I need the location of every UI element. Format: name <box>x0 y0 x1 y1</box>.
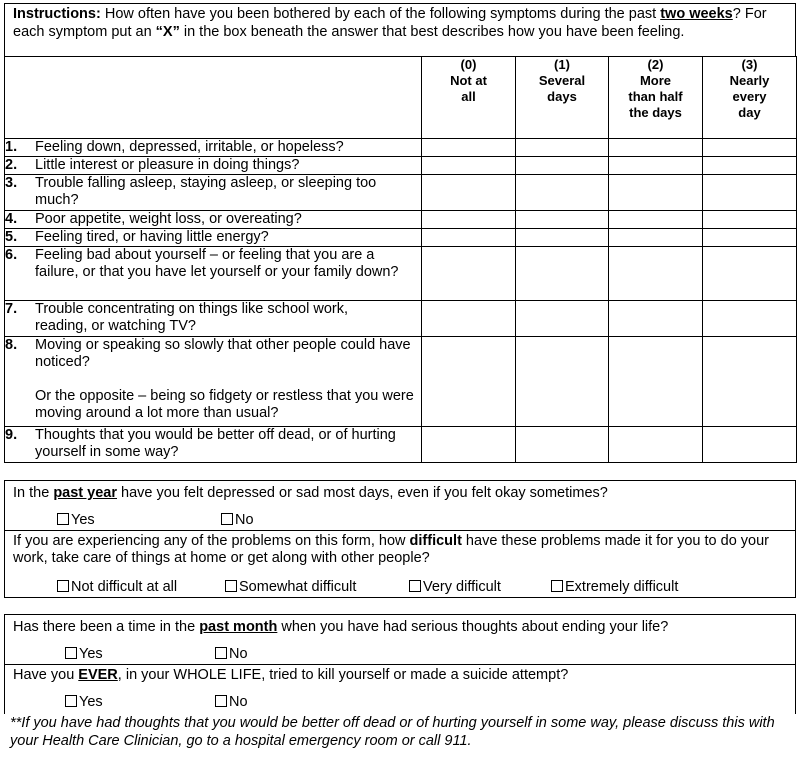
answer-cell[interactable] <box>703 337 797 427</box>
question-row-8: 8. Moving or speaking so slowly that other people could have noticed? Or the opposite – being so fidgety or restless that you were moving around a lot more than usual? <box>5 337 797 427</box>
difficulty-option-2[interactable]: Somewhat difficult <box>225 579 356 595</box>
answer-cell[interactable] <box>422 301 516 337</box>
answer-cell[interactable] <box>422 157 516 175</box>
question-row-4: 4. Poor appetite, weight loss, or overeating? <box>5 211 797 229</box>
answer-cell[interactable] <box>422 139 516 157</box>
checkbox-icon <box>221 513 233 525</box>
past-month-no[interactable]: No <box>215 646 248 662</box>
instructions-text: How often have you been bothered by each of the following symptoms during the past <box>104 6 661 22</box>
question-row-7: 7. Trouble concentrating on things like school work, reading, or watching TV? <box>5 301 797 337</box>
answer-cell[interactable] <box>516 175 609 211</box>
instructions <box>4 3 796 56</box>
answer-cell[interactable] <box>516 301 609 337</box>
answer-cell[interactable] <box>609 427 703 463</box>
instructions-emphasis: two weeks <box>660 6 733 22</box>
checkbox-icon <box>409 580 421 592</box>
past-year-question: In the past year have you felt depressed or sad most days, even if you felt okay sometimes? <box>13 485 608 501</box>
checkbox-icon <box>57 513 69 525</box>
question-row-1: 1. Feeling down, depressed, irritable, or hopeless? <box>5 139 797 157</box>
answer-cell[interactable] <box>609 301 703 337</box>
question-row-9: 9. Thoughts that you would be better off dead, or of hurting yourself in some way? <box>5 427 797 463</box>
checkbox-icon <box>65 647 77 659</box>
followup-section-2 <box>4 614 796 714</box>
answer-cell[interactable] <box>703 211 797 229</box>
instructions-mark: “X” <box>155 24 180 40</box>
difficulty-option-1[interactable]: Not difficult at all <box>57 579 177 595</box>
answer-cell[interactable] <box>703 175 797 211</box>
difficulty-option-4[interactable]: Extremely difficult <box>551 579 678 595</box>
past-month-question: Has there been a time in the past month when you have had serious thoughts about ending your life? <box>13 619 669 635</box>
answer-cell[interactable] <box>422 247 516 301</box>
difficulty-question: If you are experiencing any of the problems on this form, how difficult have these problems made it for you to do your work, take care of things at home or get along with other people? <box>13 533 769 566</box>
answer-cell[interactable] <box>609 211 703 229</box>
past-year-yes[interactable]: Yes <box>57 512 95 528</box>
answer-cell[interactable] <box>516 229 609 247</box>
past-year-no[interactable]: No <box>221 512 254 528</box>
answer-cell[interactable] <box>422 337 516 427</box>
answer-cell[interactable] <box>703 247 797 301</box>
answer-cell[interactable] <box>422 427 516 463</box>
ever-no[interactable]: No <box>215 694 248 710</box>
answer-cell[interactable] <box>703 301 797 337</box>
answer-cell[interactable] <box>609 175 703 211</box>
header-row <box>5 57 797 139</box>
answer-cell[interactable] <box>703 139 797 157</box>
answer-cell[interactable] <box>609 337 703 427</box>
answer-cell[interactable] <box>422 211 516 229</box>
answer-cell[interactable] <box>516 211 609 229</box>
question-row-3: 3. Trouble falling asleep, staying asleep, or sleeping too much? <box>5 175 797 211</box>
difficulty-option-3[interactable]: Very difficult <box>409 579 501 595</box>
answer-cell[interactable] <box>609 139 703 157</box>
answer-cell[interactable] <box>516 247 609 301</box>
col-header-3: (3) Nearly every day <box>703 57 797 139</box>
question-row-6: 6. Feeling bad about yourself – or feeling that you are a failure, or that you have let yourself or your family down? <box>5 247 797 301</box>
followup-section-1 <box>4 480 796 598</box>
checkbox-icon <box>215 695 227 707</box>
col-header-1: (1) Several days <box>516 57 609 139</box>
answer-cell[interactable] <box>422 229 516 247</box>
instructions-text-c: in the box beneath the answer that best describes how you have been feeling. <box>179 24 685 40</box>
checkbox-icon <box>215 647 227 659</box>
footer-note: **If you have had thoughts that you would be better off dead or of hurting yourself in some way, please discuss this with your Health Care Clinician, go to a hospital emergency room or call 911. <box>10 715 775 749</box>
answer-cell[interactable] <box>422 175 516 211</box>
question-row-2: 2. Little interest or pleasure in doing things? <box>5 157 797 175</box>
answer-cell[interactable] <box>516 337 609 427</box>
instructions-text-b: ? For each symptom put an <box>13 6 767 40</box>
checkbox-icon <box>65 695 77 707</box>
question-row-5: 5. Feeling tired, or having little energy? <box>5 229 797 247</box>
answer-cell[interactable] <box>516 157 609 175</box>
checkbox-icon <box>225 580 237 592</box>
header-blank <box>5 57 422 139</box>
ever-yes[interactable]: Yes <box>65 694 103 710</box>
col-header-0: (0) Not at all <box>422 57 516 139</box>
answer-cell[interactable] <box>516 427 609 463</box>
col-header-2: (2) More than half the days <box>609 57 703 139</box>
answer-cell[interactable] <box>703 157 797 175</box>
checkbox-icon <box>57 580 69 592</box>
past-month-yes[interactable]: Yes <box>65 646 103 662</box>
instructions-label: Instructions: <box>13 6 101 22</box>
answer-cell[interactable] <box>516 139 609 157</box>
answer-cell[interactable] <box>609 247 703 301</box>
answer-cell[interactable] <box>703 229 797 247</box>
ever-question: Have you EVER, in your WHOLE LIFE, tried to kill yourself or made a suicide attempt? <box>13 667 569 683</box>
symptom-table <box>4 56 797 463</box>
answer-cell[interactable] <box>609 157 703 175</box>
answer-cell[interactable] <box>609 229 703 247</box>
answer-cell[interactable] <box>703 427 797 463</box>
checkbox-icon <box>551 580 563 592</box>
